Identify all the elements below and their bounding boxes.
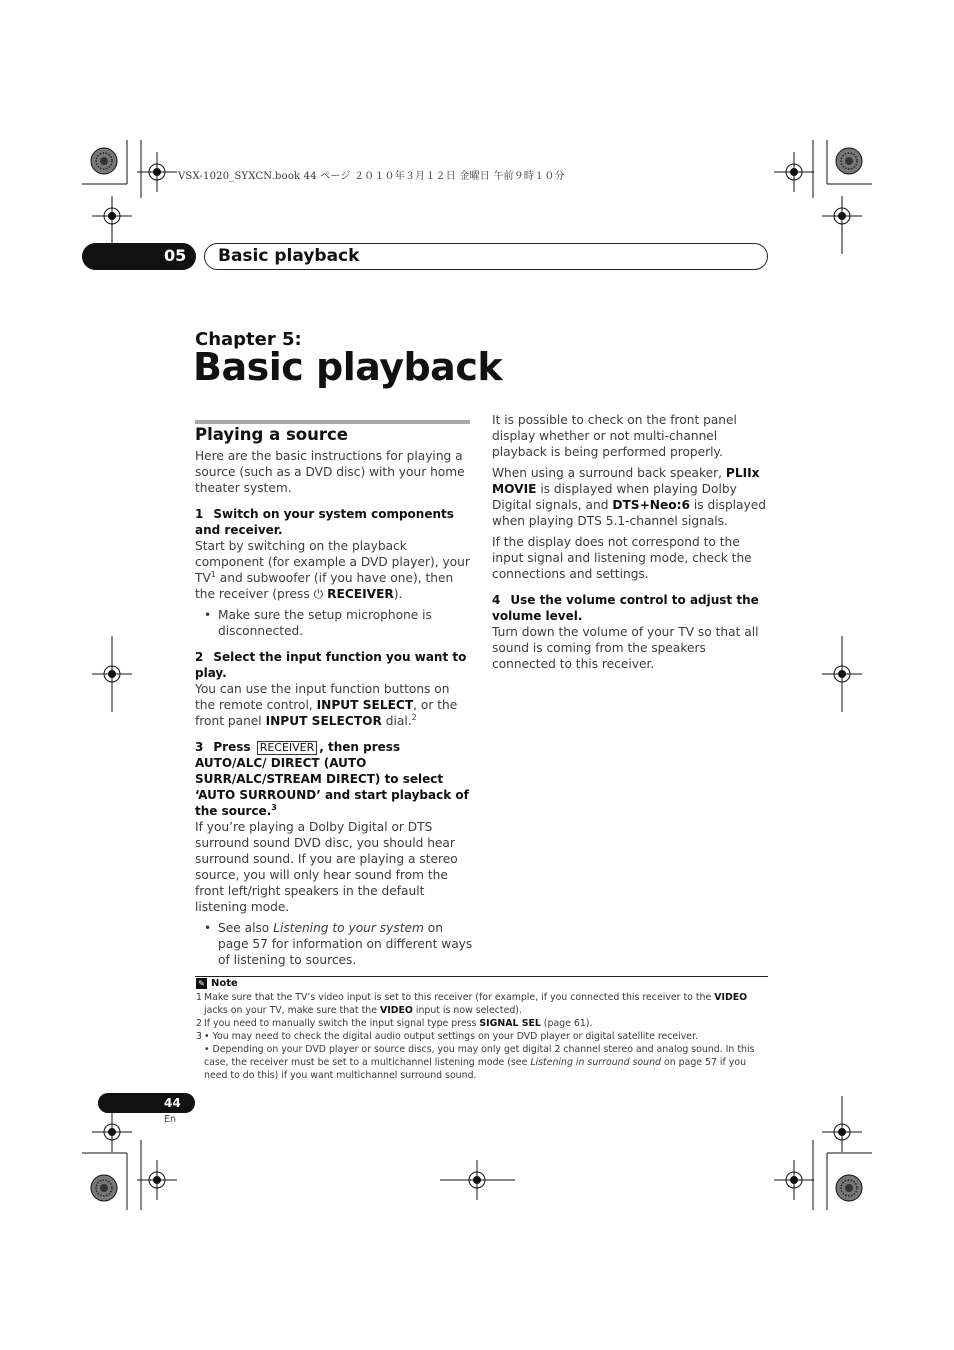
notes-rule [195, 976, 768, 977]
note-3: 3 • You may need to check the digital audio output settings on your DVD player or digital satellite receiver. [196, 1031, 699, 1042]
registration-cross-bottom-right [774, 1160, 814, 1200]
notes [195, 991, 770, 1082]
chapter-number: 05 [164, 246, 187, 265]
registration-star-bottom-left [91, 1175, 117, 1201]
page-language: En [164, 1114, 177, 1125]
step-1-bullet: • Make sure the setup microphone is disconnected. [204, 608, 432, 638]
registration-star-top-right [836, 148, 862, 174]
chapter-label: Chapter 5: [195, 329, 302, 350]
note-2: 2 If you need to manually switch the input signal type press SIGNAL SEL (page 61). [196, 1018, 593, 1029]
pencil-icon: ✎ [196, 978, 207, 989]
step-4-heading: 4 Use the volume control to adjust the volume level. [492, 593, 759, 623]
step-2-heading: 2 Select the input function you want to play. [195, 650, 467, 680]
left-column [195, 424, 473, 976]
step-3-text: If you’re playing a Dolby Digital or DTS surround sound DVD disc, you should hear surround sound. If you are playing a stereo source, you will only hear sound from the front left/right speakers in the default listening mode. [195, 820, 458, 914]
notes-heading: ✎ Note [196, 978, 238, 989]
chapter-title: Basic playback [193, 345, 503, 389]
step-3-bullet: • See also Listening to your system on page 57 for information on different ways of listening to sources. [204, 921, 473, 967]
intro-paragraph: Here are the basic instructions for playing a source (such as a DVD disc) with your home theater system. [195, 449, 465, 495]
right-para-1: It is possible to check on the front panel display whether or not multi-channel playback is being performed properly. [492, 413, 737, 459]
section-title: Playing a source [195, 425, 348, 444]
registration-cross-top-right [774, 152, 814, 192]
step-3-heading: 3 Press RECEIVER , then press AUTO/ALC/ DIRECT (AUTO SURR/ALC/STREAM DIRECT) to select ‘AUTO SURROUND’ and start playback of the source.$^3$ [195, 740, 469, 818]
step-4-text: Turn down the volume of your TV so that all sound is coming from the speakers connected to this receiver. [492, 625, 759, 671]
receiver-key: RECEIVER [257, 741, 318, 755]
page-number: 44 [164, 1096, 181, 1110]
step-2-text: You can use the input function buttons on the remote control, INPUT SELECT, or the front panel INPUT SELECTOR dial.$^2$ [195, 682, 458, 728]
step-1-heading: 1 Switch on your system components and receiver. [195, 507, 454, 537]
right-para-3: If the display does not correspond to the input signal and listening mode, check the connections and settings. [492, 535, 752, 581]
power-icon: ⏻ [313, 587, 324, 601]
registration-cross-bottom-left [137, 1160, 177, 1200]
note-1: 1 Make sure that the TV’s video input is set to this receiver (for example, if you connected this receiver to the VIDEO jacks on your TV, make sure that the VIDEO input is now selected). [196, 992, 748, 1016]
registration-star-bottom-right [836, 1175, 862, 1201]
right-para-2: When using a surround back speaker, PLIIx MOVIE is displayed when playing Dolby Digital signals, and DTS+Neo:6 is displayed when playing DTS 5.1-channel signals. [492, 466, 766, 528]
header-chapter-title: Basic playback [218, 246, 360, 266]
registration-star-top-left [91, 148, 117, 174]
right-column [492, 412, 772, 677]
step-1-text: Start by switching on the playback component (for example a DVD player), your $TV^1$ and subwoofer (if you have one), then the receiver (press ⏻ RECEIVER). [195, 539, 470, 601]
note-3b: • Depending on your DVD player or source discs, you may only get digital 2 channel stereo and analog sound. In this case, the receiver must be set to a multichannel listening mode (see Listening in surround sound on page 57 if you need to do this) if you want multichannel surround sound. [204, 1044, 755, 1081]
registration-cross-top-left [137, 152, 177, 192]
print-info-line: VSX-1020_SYXCN.book 44 ページ ２０１０年３月１２日 金曜日 午前９時１０分 [178, 171, 565, 182]
